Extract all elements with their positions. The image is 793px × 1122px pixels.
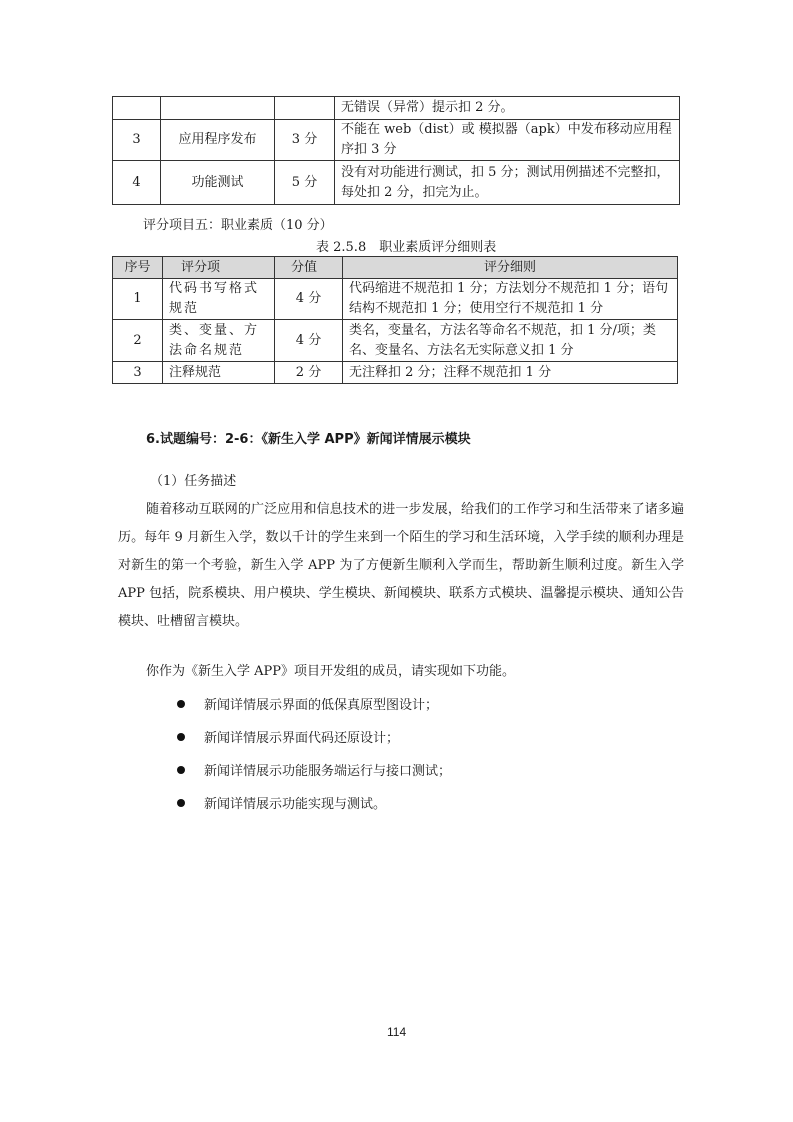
row-score: 5 分 (275, 161, 335, 205)
header-score: 分值 (275, 257, 343, 279)
row-number: 1 (113, 279, 163, 320)
row-number: 2 (113, 320, 163, 362)
list-item: 新闻详情展示界面的低保真原型图设计； (204, 698, 439, 713)
scoring-table-continued (112, 96, 680, 205)
task-description-paragraph: 随着移动互联网的广泛应用和信息技术的进一步发展，给我们的工作学习和生活带来了诸多遍历。每年 9 月新生入学，数以千计的学生来到一个陌生的学习和生活环境，入学手续的顺利办理是对新生的第一个考验，新生入学 APP 为了方便新生顺利入学而生，帮助新生顺利过度。新生入学 APP 包括，院系模块、用户模块、学生模块、新闻模块、联系方式模块、温馨提示模块、通知公告模块、吐槽留言模块。 (118, 502, 684, 629)
row-detail: 代码缩进不规范扣 1 分；方法划分不规范扣 1 分；语句结构不规范扣 1 分；使用空行不规范扣 1 分 (343, 279, 678, 320)
instruction-paragraph: 你作为《新生入学 APP》项目开发组的成员，请实现如下功能。 (146, 664, 516, 679)
row-number (113, 97, 161, 120)
row-score: 3 分 (275, 120, 335, 161)
row-detail: 无注释扣 2 分；注释不规范扣 1 分 (343, 362, 678, 384)
bullet-dot-icon (177, 766, 185, 774)
row-item: 代码书写格式规范 (163, 279, 275, 320)
row-item: 应用程序发布 (161, 120, 275, 161)
list-item: 新闻详情展示界面代码还原设计； (204, 731, 400, 746)
row-item: 功能测试 (161, 161, 275, 205)
row-number: 4 (113, 161, 161, 205)
row-detail: 无错误（异常）提示扣 2 分。 (335, 97, 680, 120)
bullet-dot-icon (177, 700, 185, 708)
table-row (113, 97, 680, 120)
table-row (113, 120, 680, 161)
professional-quality-table (112, 256, 678, 384)
table-row (113, 279, 678, 320)
question-title: 6.试题编号：2-6：《新生入学 APP》新闻详情展示模块 (146, 432, 471, 447)
header-item: 评分项 (163, 257, 275, 279)
row-number: 3 (113, 120, 161, 161)
subheading: （1）任务描述 (150, 474, 237, 489)
list-item: 新闻详情展示功能实现与测试。 (204, 797, 387, 812)
list-item: 新闻详情展示功能服务端运行与接口测试； (204, 764, 452, 779)
row-detail: 不能在 web（dist）或 模拟器（apk）中发布移动应用程序扣 3 分 (335, 120, 680, 161)
row-item: 注释规范 (163, 362, 275, 384)
row-score (275, 97, 335, 120)
row-score: 4 分 (275, 279, 343, 320)
header-detail: 评分细则 (343, 257, 678, 279)
row-detail: 没有对功能进行测试，扣 5 分；测试用例描述不完整扣，每处扣 2 分，扣完为止。 (335, 161, 680, 205)
row-item (161, 97, 275, 120)
table-row (113, 161, 680, 205)
row-score: 4 分 (275, 320, 343, 362)
row-number: 3 (113, 362, 163, 384)
bullet-dot-icon (177, 733, 185, 741)
table-row (113, 362, 678, 384)
table-caption: 表 2.5.8 职业素质评分细则表 (316, 240, 497, 255)
header-number: 序号 (113, 257, 163, 279)
bullet-dot-icon (177, 799, 185, 807)
row-item: 类、变量、方法命名规范 (163, 320, 275, 362)
table-header-row (113, 257, 678, 279)
table-row (113, 320, 678, 362)
page-number: 114 (387, 1025, 407, 1039)
row-score: 2 分 (275, 362, 343, 384)
section5-label: 评分项目五：职业素质（10 分） (143, 218, 333, 233)
row-detail: 类名，变量名，方法名等命名不规范，扣 1 分/项；类名、变量名、方法名无实际意义扣 1 分 (343, 320, 678, 362)
